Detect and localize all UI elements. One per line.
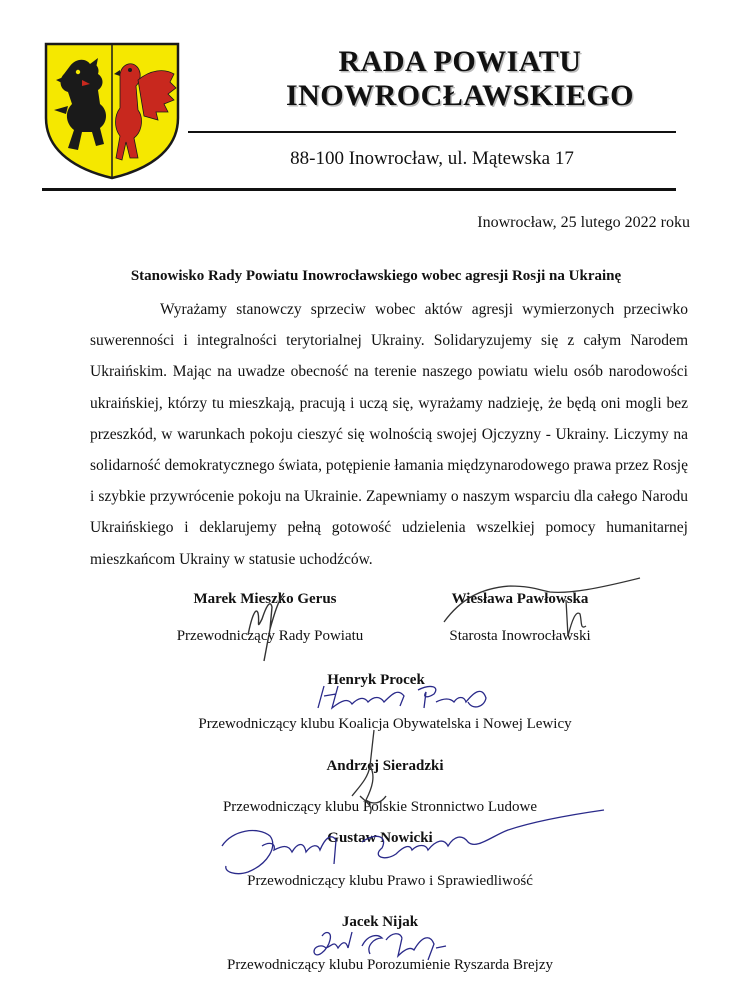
statement-body: Wyrażamy stanowczy sprzeciw wobec aktów agresji wymierzonych przeciwko suwerenności i integralności terytorialnej Ukrainy. Solidaryzujemy się z całym Narodem Ukraińskim. Mając na uwadze obecność na terenie naszego powiatu wielu osób narodowości ukraińskiej, którzy tu mieszkają, pracują i uczą się, wyrażamy nadzieję, że będą oni mogli bez przeszkód, w warunkach pokoju cieszyć się wolnością swojej Ojczyzny - Ukrainy. Liczymy na solidarność demokratycznego świata, potępienie łamania międzynarodowego prawa przez Rosję i szybkie przywrócenie pokoju na Ukrainie. Zapewniamy o naszym wsparciu dla całego Narodu Ukraińskiego i deklarujemy pełną gotowość udzielenia wszelkiej pomocy humanitarnej mieszkańcom Ukrainy w statusie uchodźców. — [90, 301, 688, 568]
signatory-role-nijak: Przewodniczący klubu Porozumienie Ryszarda Brejzy — [227, 957, 553, 973]
letterhead-divider — [42, 188, 676, 191]
council-title-line1: RADA POWIATU — [338, 45, 582, 78]
council-title-line2: INOWROCŁAWSKIEGO — [285, 79, 635, 112]
header-divider — [188, 131, 676, 133]
signatory-name-nowicki: Gustaw Nowicki — [327, 830, 433, 846]
place-and-date: Inowrocław, 25 lutego 2022 roku — [477, 214, 690, 231]
signatory-name-sieradzki: Andrzej Sieradzki — [326, 758, 444, 774]
signatory-name-procek: Henryk Procek — [327, 672, 425, 688]
signatory-name-nijak: Jacek Nijak — [341, 914, 419, 930]
signatory-name-pawlowska: Wiesława Pawłowska — [451, 591, 589, 607]
signatory-role-gerus: Przewodniczący Rady Powiatu — [176, 628, 364, 644]
statement-heading: Stanowisko Rady Powiatu Inowrocławskiego wobec agresji Rosji na Ukrainę — [130, 268, 622, 284]
signatory-name-gerus: Marek Mieszko Gerus — [193, 591, 337, 607]
signatory-role-nowicki: Przewodniczący klubu Prawo i Sprawiedliwość — [247, 873, 533, 889]
coat-of-arms-logo — [42, 40, 182, 180]
council-address: 88-100 Inowrocław, ul. Mątewska 17 — [290, 148, 574, 169]
signatory-role-procek: Przewodniczący klubu Koalicja Obywatelska i Nowej Lewicy — [198, 716, 572, 732]
signatory-role-sieradzki: Przewodniczący klubu Polskie Stronnictwo Ludowe — [222, 799, 538, 815]
signatory-role-pawlowska: Starosta Inowrocławski — [449, 628, 591, 644]
